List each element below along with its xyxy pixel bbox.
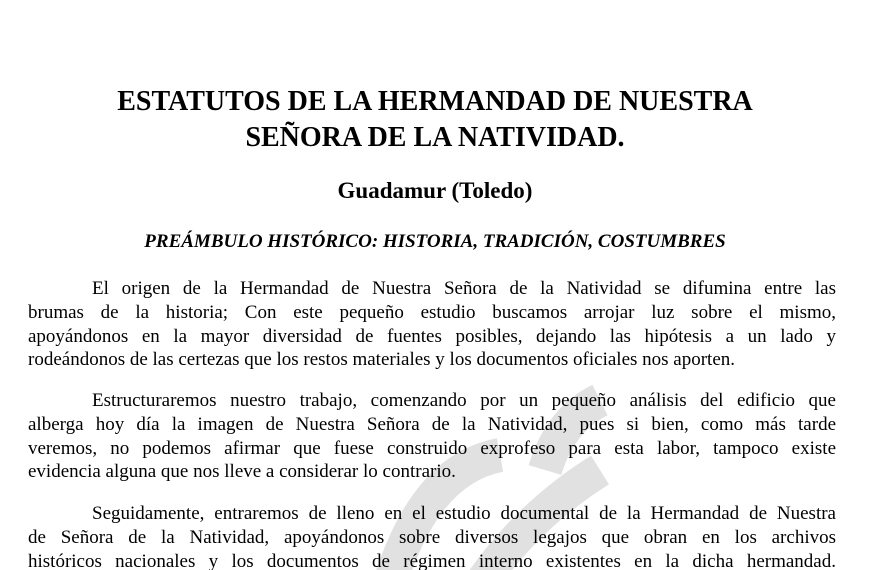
paragraph-3 [28,502,836,570]
document-subtitle: Guadamur (Toledo) [337,178,533,203]
paragraph-line: rodeándonos de las certezas que los restos materiales y los documentos oficiales nos aporten. [28,349,736,371]
paragraph-line: alberga hoy día la imagen de Nuestra Señora de la Natividad, pues si bien, como más tarde [28,413,836,435]
paragraph-2 [28,389,836,484]
paragraph-line: apoyándonos en la mayor diversidad de fuentes posibles, dejando las hipótesis a un lado y [28,325,836,347]
section-heading: PREÁMBULO HISTÓRICO: HISTORIA, TRADICIÓN, COSTUMBRES [144,231,726,252]
document-title-line: SEÑORA DE LA NATIVIDAD. [245,122,625,153]
document-title [40,84,830,156]
paragraph-line: de Señora de la Natividad, apoyándonos sobre diversos legajos que obran en los archivos [28,526,836,548]
paragraph-1 [28,277,836,372]
paragraph-line: Seguidamente, entraremos de lleno en el estudio documental de la Hermandad de Nuestra [92,503,836,524]
paragraph-line: veremos, no podemos afirmar que fuese construido exprofeso para esta labor, tampoco existe [28,437,836,459]
paragraph-line: históricos nacionales y los documentos de régimen interno existentes en la dicha hermandad. [28,550,836,570]
paragraph-line: brumas de la historia; Con este pequeño estudio buscamos arrojar luz sobre el mismo, [28,301,836,323]
paragraph-line: Estructuraremos nuestro trabajo, comenzando por un pequeño análisis del edificio que [92,390,836,411]
document-title-line: ESTATUTOS DE LA HERMANDAD DE NUESTRA [117,86,753,117]
paragraph-line: evidencia alguna que nos lleve a considerar lo contrario. [28,461,456,483]
paragraph-line: El origen de la Hermandad de Nuestra Señora de la Natividad se difumina entre las [92,278,836,299]
